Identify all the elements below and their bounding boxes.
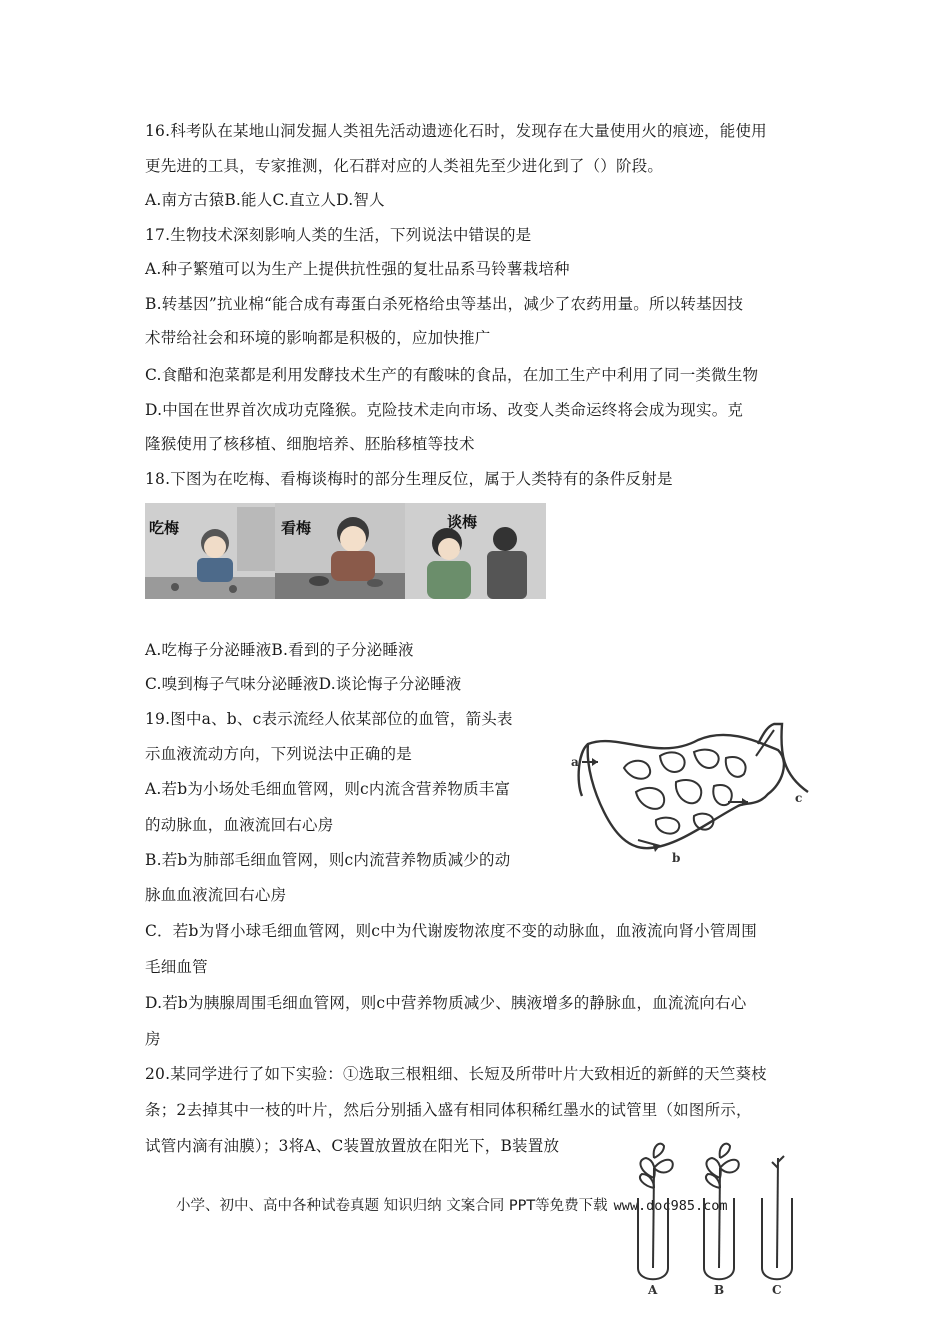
q19-stem-line1: 19.图中a、b、c表示流经人依某部位的血管，箭头表 <box>145 710 513 728</box>
q18-options-ab: A.吃梅子分泌睡液B.看到的子分泌睡液 <box>145 641 414 659</box>
panel-label-eating: 吃梅 <box>149 519 180 537</box>
q16-stem-line2: 更先进的工具，专家推测，化石群对应的人类祖先至少进化到了（）阶段。 <box>145 157 664 175</box>
q18-options-cd: C.嗅到梅子气味分泌睡液D.谈论悔子分泌睡液 <box>145 675 462 693</box>
tube-label-c: C <box>772 1283 782 1297</box>
panel-label-talking: 谈梅 <box>447 513 478 531</box>
q19-option-d-line2: 房 <box>145 1030 161 1048</box>
q19-option-b-line1: B.若b为肺部毛细血管网，则c内流营养物质减少的动 <box>145 851 511 869</box>
q19-option-c-line1: C．若b为肾小球毛细血管网，则c中为代谢废物浓度不变的动脉血，血液流向肾小管周围 <box>145 922 757 940</box>
panel-seeing-plum <box>275 503 405 599</box>
q20-stem-line1: 20.某同学进行了如下实验：①选取三根粗细、长短及所带叶片大致相近的新鲜的天竺葵枝 <box>145 1065 767 1083</box>
footer-text: 小学、初中、高中各种试卷真题 知识归纳 文案合同 PPT等免费下载 <box>176 1198 608 1214</box>
q19-option-c-line2: 毛细血管 <box>145 958 208 976</box>
panel-eating-plum <box>145 503 275 599</box>
panel-label-seeing: 看梅 <box>281 519 312 537</box>
q16-options: A.南方古猿B.能人C.直立人D.智人 <box>145 191 385 209</box>
q17-option-a: A.种子繁殖可以为生产上提供抗性强的复壮品系马铃薯栽培种 <box>145 260 570 278</box>
q17-option-b-line2: 术带给社会和环境的影响都是积极的，应加快推广 <box>145 329 491 347</box>
label-c: c <box>795 791 803 805</box>
q19-option-a-line2: 的动脉血，血液流回右心房 <box>145 816 334 834</box>
tube-label-b: B <box>714 1283 725 1297</box>
q19-option-d-line1: D.若b为胰腺周围毛细血管网，则c中营养物质减少、胰液增多的静脉血，血流流向右心 <box>145 994 747 1012</box>
footer-url: www.doc985.com <box>613 1198 728 1214</box>
q19-capillary-figure <box>568 722 818 872</box>
q17-option-b-line1: B.转基因”抗业棉“能合成有毒蛋白杀死格给虫等基出，减少了农药用量。所以转基因技 <box>145 295 744 313</box>
q19-option-a-line1: A.若b为小场处毛细血管网，则c内流含营养物质丰富 <box>145 780 511 798</box>
panel-talking-plum <box>405 503 546 599</box>
q18-figure <box>145 503 546 599</box>
label-a: a <box>571 755 579 769</box>
q17-option-d-line1: D.中国在世界首次成功克隆猴。克险技术走向市场、改变人类命运终将会成为现实。克 <box>145 401 744 419</box>
q17-option-d-line2: 隆猴使用了核移植、细胞培养、胚胎移植等技术 <box>145 435 475 453</box>
q19-option-b-line2: 脉血血液流回右心房 <box>145 886 287 904</box>
q17-option-c: C.食醋和泡菜都是利用发酵技术生产的有酸味的食品，在加工生产中利用了同一类微生物 <box>145 366 759 384</box>
tube-label-a: A <box>648 1283 658 1297</box>
q19-stem-line2: 示血液流动方向，下列说法中正确的是 <box>145 745 412 763</box>
label-b: b <box>672 851 681 865</box>
q20-testtube-figure <box>630 1138 805 1298</box>
q20-stem-line3: 试管内滴有油膜）；3将A、C装置放置放在阳光下，B装置放 <box>145 1137 560 1155</box>
q20-stem-line2: 条；2去掉其中一枝的叶片，然后分别插入盛有相同体积稀红墨水的试管里（如图所示， <box>145 1101 752 1119</box>
q18-stem: 18.下图为在吃梅、看梅谈梅时的部分生理反位，属于人类特有的条件反射是 <box>145 470 673 488</box>
q16-stem-line1: 16.科考队在某地山洞发掘人类祖先活动遗迹化石时，发现存在大量使用火的痕迹，能使用 <box>145 122 767 140</box>
q17-stem: 17.生物技术深刻影响人类的生活，下列说法中错误的是 <box>145 226 532 244</box>
